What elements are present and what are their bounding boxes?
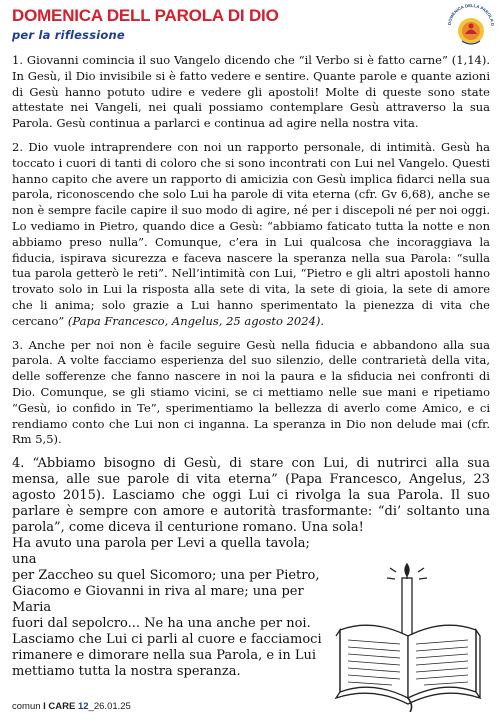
- paragraph-4-line: rimanere e dimorare nella sua Parola, e in Lui: [12, 648, 316, 664]
- footer: [12, 701, 131, 712]
- logo-text: DOMENICA DELLA PAROLA D: [446, 3, 496, 27]
- paragraph-4-line: Lasciamo che Lui ci parli al cuore e facciamoci: [12, 632, 322, 648]
- paragraph-2: [12, 140, 490, 330]
- paragraph-4-line: fuori dal sepolcro... Ne ha una anche per noi.: [12, 616, 311, 632]
- footer-date: _26.01.25: [88, 701, 131, 712]
- paragraph-2-text: 2. Dio vuole intraprendere con noi un rapporto personale, di intimità. Gesù ha toccato i cuori di tanti di coloro che si sono incontrati con Lui nel Vangelo. Questi hanno capito che avere un rapporto di amicizia con Gesù implica fidarci nella sua parola, riconoscendo che solo Lui ha parole di vita eterna (cfr. Gv 6,68), anche se non è sempre facile capire il suo modo di agire, né per i discepoli né per noi oggi. Lo vediamo in Pietro, quando dice a Gesù: “abbiamo faticato tutta la notte e non abbiamo preso nulla”. Comunque, c’era in Lui qualcosa che incoraggiava la fiducia, ispirava sicurezza e faceva nascere la speranza nella sua Parola: “sulla tua parola getterò le reti”. Nell’intimità con Lui, “Pietro e gli altri apostoli hanno trovato solo in Lui la risposta alla sete di vita, la sete di gioia, la sete di amore che li anima; solo grazie a Lui hanno sperimentato la pienezza di vita che cercano”: [12, 139, 490, 328]
- paragraph-4-line: Ha avuto una parola per Levi a quella tavola; una: [12, 536, 310, 568]
- paragraph-1: 1. Giovanni comincia il suo Vangelo dicendo che “il Verbo si è fatto carne” (1,14). In Gesù, il Dio invisibile si è fatto vedere e sentire. Quante parole e quante azioni di Gesù hanno potuto udire e vedere gli apostoli! Molte di queste sono state attestate nei Vangeli, nei quali possiamo contemplare Gesù attraverso la sua Parola. Gesù continua a parlarci e continua ad agire nella nostra vita.: [12, 53, 490, 131]
- paragraph-4-line: Giacomo e Giovanni in riva al mare; una per Maria: [12, 584, 304, 616]
- open-bible-candle-icon: [332, 560, 492, 712]
- paragraph-2-citation: (Papa Francesco, Angelus, 25 agosto 2024).: [67, 313, 325, 328]
- footer-issue: 12: [78, 701, 89, 712]
- paragraph-4-intro: 4. “Abbiamo bisogno di Gesù, di stare con Lui, di nutrirci alla sua mensa, alle sue parole di vita eterna” (Papa Francesco, Angelus, 23 agosto 2015). Lasciamo che oggi Lui ci rivolga la sua Parola. Il suo parlare è sempre con amore e autorità trasformante: “di’ soltanto una parola”, come diceva il centurione romano. Una sola!: [12, 456, 490, 536]
- paragraph-4-line: mettiamo tutta la nostra speranza.: [12, 664, 241, 680]
- paragraph-4-lines: [12, 536, 322, 680]
- footer-prefix: comun: [12, 701, 44, 712]
- page-title: DOMENICA DELL PAROLA DI DIO: [12, 6, 279, 25]
- paragraph-3: 3. Anche per noi non è facile seguire Gesù nella fiducia e abbandono alla sua parola. A volte facciamo esperienza del suo silenzio, delle contrarietà della vita, delle sofferenze che fanno nascere in noi la paura e la sfiducia nei confronti di Dio. Comunque, se gli stiamo vicini, se ci mettiamo nelle sue mani e ripetiamo “Gesù, io confido in Te”, sperimentiamo la bellezza di averlo come Amico, e ci rendiamo conto che Lui non ci inganna. La speranza in Dio non delude mai (cfr. Rm 5,5).: [12, 337, 490, 447]
- footer-brand: I CARE: [43, 701, 78, 712]
- paragraph-4-line: per Zaccheo su quel Sicomoro; una per Pietro,: [12, 568, 320, 584]
- page-subtitle: per la riflessione: [12, 28, 125, 42]
- parola-di-dio-logo-icon: [445, 3, 497, 49]
